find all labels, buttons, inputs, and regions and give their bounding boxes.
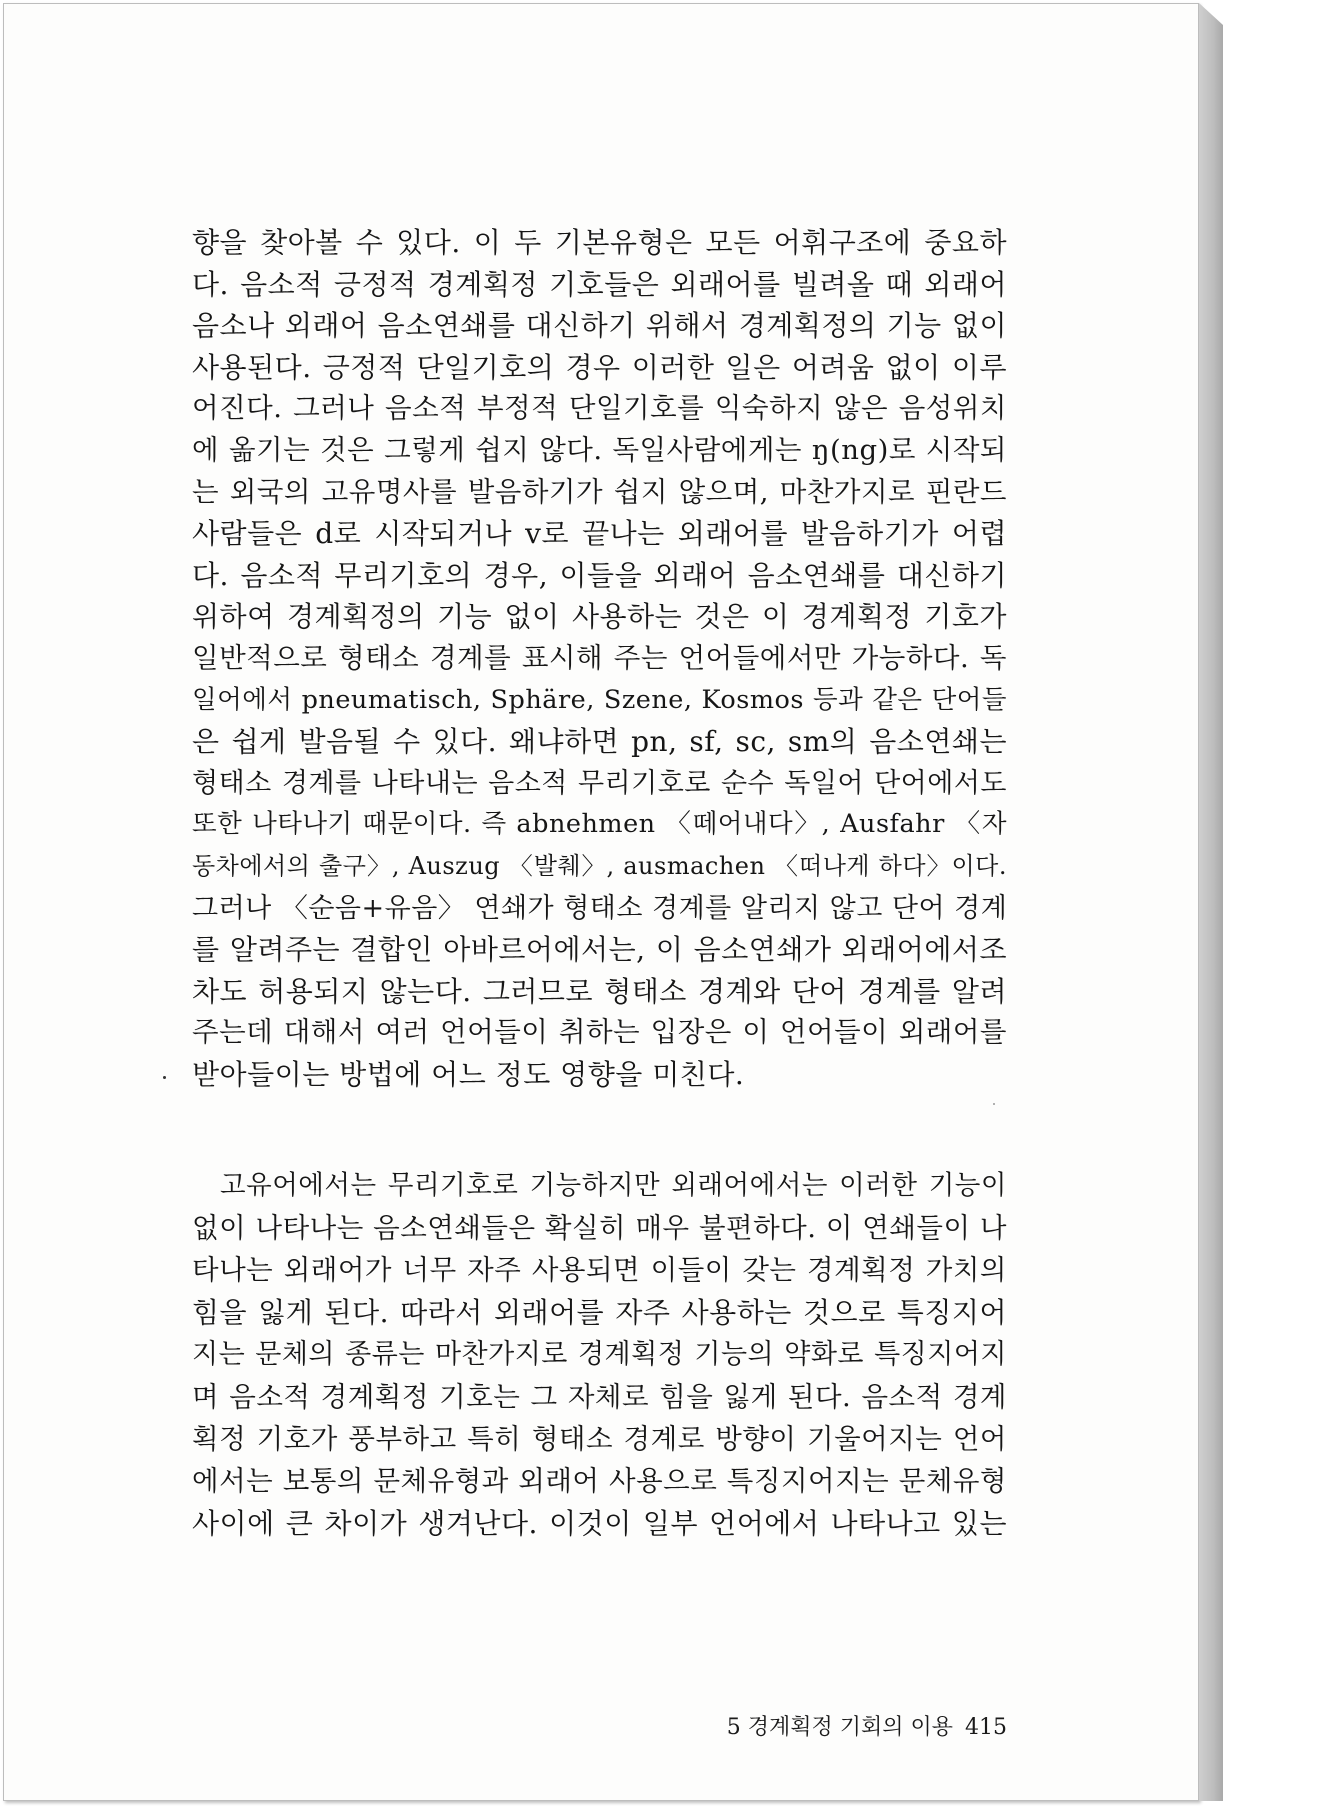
text-line: 어진다. 그러나 음소적 부정적 단일기호를 익숙하지 않은 음성위치 bbox=[192, 392, 1007, 425]
text-line: 일어에서 pneumatisch, Sphäre, Szene, Kosmos 등과 같은 단어들 bbox=[192, 684, 1007, 715]
text-line: 타나는 외래어가 너무 자주 사용되면 이들이 갖는 경계획정 가치의 bbox=[192, 1254, 1007, 1287]
text-line: 에 옮기는 것은 그렇게 쉽지 않다. 독일사람에게는 ŋ(ng)로 시작되 bbox=[192, 433, 1007, 466]
text-line: 주는데 대해서 여러 언어들이 취하는 입장은 이 언어들이 외래어를 bbox=[192, 1016, 1007, 1049]
paragraph-2 bbox=[192, 1165, 1007, 1545]
text-line: 에서는 보통의 문체유형과 외래어 사용으로 특징지어지는 문체유형 bbox=[192, 1465, 1007, 1498]
text-line: 힘을 잃게 된다. 따라서 외래어를 자주 사용하는 것으로 특징지어 bbox=[192, 1295, 1007, 1329]
text-line: 다. 음소적 긍정적 경계획정 기호들은 외래어를 빌려올 때 외래어 bbox=[192, 267, 1007, 301]
text-line: 받아들이는 방법에 어느 정도 영향을 미친다. bbox=[192, 1057, 745, 1091]
scan-speck bbox=[163, 1076, 166, 1079]
page-edge-shadow bbox=[1199, 3, 1223, 1801]
text-line: 음소나 외래어 음소연쇄를 대신하기 위해서 경계획정의 기능 없이 bbox=[192, 309, 1007, 343]
text-line: 사이에 큰 차이가 생겨난다. 이것이 일부 언어에서 나타나고 있는 bbox=[192, 1506, 1007, 1540]
scan-speck bbox=[993, 1103, 995, 1105]
text-line: 사람들은 d로 시작되거나 v로 끝나는 외래어를 발음하기가 어렵 bbox=[192, 517, 1007, 551]
text-line: 위하여 경계획정의 기능 없이 사용하는 것은 이 경계획정 기호가 bbox=[192, 600, 1007, 634]
page-footer bbox=[672, 1710, 1007, 1741]
text-line: 다. 음소적 무리기호의 경우, 이들을 외래어 음소연쇄를 대신하기 bbox=[192, 558, 1007, 592]
text-line: 를 알려주는 결합인 아바르어에서는, 이 음소연쇄가 외래어에서조 bbox=[192, 933, 1007, 967]
text-line: 일반적으로 형태소 경계를 표시해 주는 언어들에서만 가능하다. 독 bbox=[192, 641, 1007, 674]
text-line: 지는 문체의 종류는 마찬가지로 경계획정 기능의 약화로 특징지어지 bbox=[192, 1338, 1007, 1370]
text-line: 동차에서의 출구〉, Auszug 〈발췌〉, ausmachen 〈떠나게 하다〉이다. bbox=[192, 851, 1007, 880]
text-line: 사용된다. 긍정적 단일기호의 경우 이러한 일은 어려움 없이 이루 bbox=[192, 350, 1007, 384]
text-line: 향을 찾아볼 수 있다. 이 두 기본유형은 모든 어휘구조에 중요하 bbox=[192, 226, 1007, 259]
text-line: 형태소 경계를 나타내는 음소적 무리기호로 순수 독일어 단어에서도 bbox=[192, 767, 1007, 799]
paragraph-1 bbox=[192, 222, 1007, 1095]
text-line: 또한 나타나기 때문이다. 즉 abnehmen 〈떼어내다〉, Ausfahr 〈자 bbox=[192, 809, 1007, 840]
text-line: 차도 허용되지 않는다. 그러므로 형태소 경계와 단어 경계를 알려 bbox=[192, 974, 1007, 1008]
text-line: 는 외국의 고유명사를 발음하기가 쉽지 않으며, 마찬가지로 핀란드 bbox=[192, 475, 1007, 508]
text-line: 그러나 〈순음+유음〉 연쇄가 형태소 경계를 알리지 않고 단어 경계 bbox=[192, 892, 1008, 924]
text-line: 은 쉽게 발음될 수 있다. 왜냐하면 pn, sf, sc, sm의 음소연쇄는 bbox=[192, 725, 1007, 759]
running-head: 5 경계획정 기회의 이용 bbox=[726, 1715, 953, 1740]
page-number: 415 bbox=[965, 1715, 1007, 1740]
text-line: 고유어에서는 무리기호로 기능하지만 외래어에서는 이러한 기능이 bbox=[220, 1170, 1007, 1201]
text-line: 없이 나타나는 음소연쇄들은 확실히 매우 불편하다. 이 연쇄들이 나 bbox=[192, 1212, 1007, 1245]
text-line: 며 음소적 경계획정 기호는 그 자체로 힘을 잃게 된다. 음소적 경계 bbox=[192, 1380, 1007, 1413]
text-line: 획정 기호가 풍부하고 특히 형태소 경계로 방향이 기울어지는 언어 bbox=[192, 1423, 1007, 1456]
